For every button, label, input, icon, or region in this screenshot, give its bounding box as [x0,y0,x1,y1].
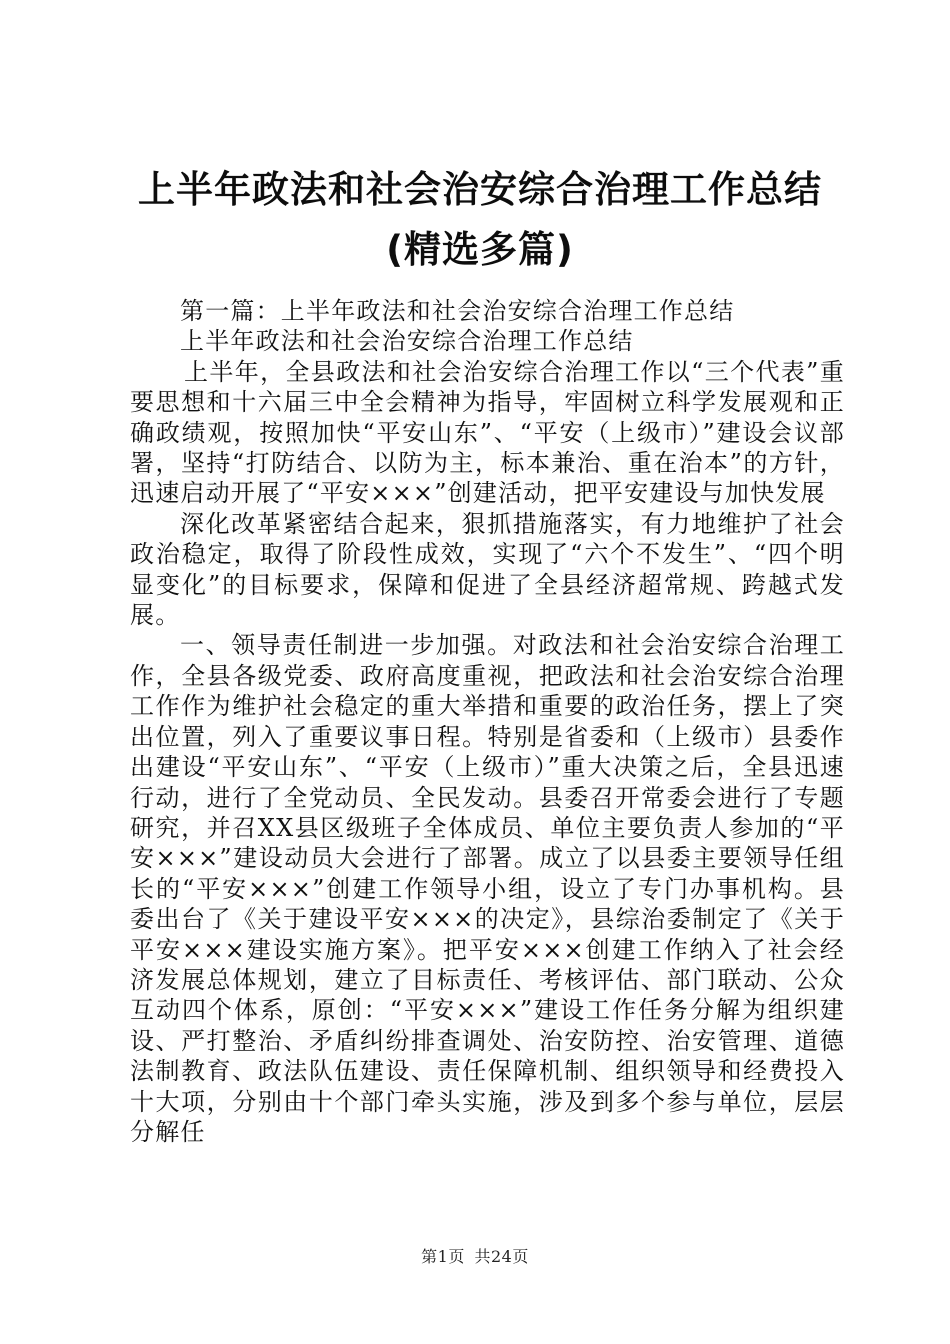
paragraph: 深化改革紧密结合起来，狠抓措施落实，有力地维护了社会政治稳定，取得了阶段性成效，实现了“六个不发生”、“四个明显变化”的目标要求，保障和促进了全县经济超常规、跨越式发展。 [130,509,845,630]
section-heading: 第一篇：上半年政法和社会治安综合治理工作总结 [180,297,735,325]
document-body [130,296,845,1147]
section-subtitle: 上半年政法和社会治安综合治理工作总结 [180,327,634,356]
paragraph: 一、领导责任制进一步加强。对政法和社会治安综合治理工作，全县各级党委、政府高度重视，把政法和社会治安综合治理工作作为维护社会稳定的重大举措和重要的政治任务，摆上了突出位置，列入了重要议事日程。特别是省委和（上级市）县委作出建设“平安山东”、“平安（上级市）”重大决策之后，全县迅速行动，进行了全党动员、全民发动。县委召开常委会进行了专题研究，并召XX县区级班子全体成员、单位主要负责人参加的“平安×××”建设动员大会进行了部署。成立了以县委主要领导任组长的“平安×××”创建工作领导小组，设立了专门办事机构。县委出台了《关于建设平安×××的决定》，县综治委制定了《关于平安×××建设实施方案》。把平安×××创建工作纳入了社会经济发展总体规划，建立了目标责任、考核评估、部门联动、公众互动四个体系，原创：“平安×××”建设工作任务分解为组织建设、严打整治、矛盾纠纷排查调处、治安防控、治安管理、道德法制教育、政法队伍建设、责任保障机制、组织领导和经费投入十大项，分别由十个部门牵头实施，涉及到多个参与单位，层层分解任 [130,631,845,1146]
document-title: 上半年政法和社会治安综合治理工作总结(精选多篇) [138,168,822,271]
page-number: 第1页 [421,1247,465,1266]
paragraph: 上半年，全县政法和社会治安综合治理工作以“三个代表”重要思想和十六届三中全会精神为指导，牢固树立科学发展观和正确政绩观，按照加快“平安山东”、“平安（上级市）”建设会议部署，坚持“打防结合、以防为主，标本兼治、重在治本”的方针，迅速启动开展了“平安×××”创建活动，把平安建设与加快发展 [130,357,845,508]
page-total: 共24页 [474,1247,529,1266]
page-footer [0,1244,950,1267]
